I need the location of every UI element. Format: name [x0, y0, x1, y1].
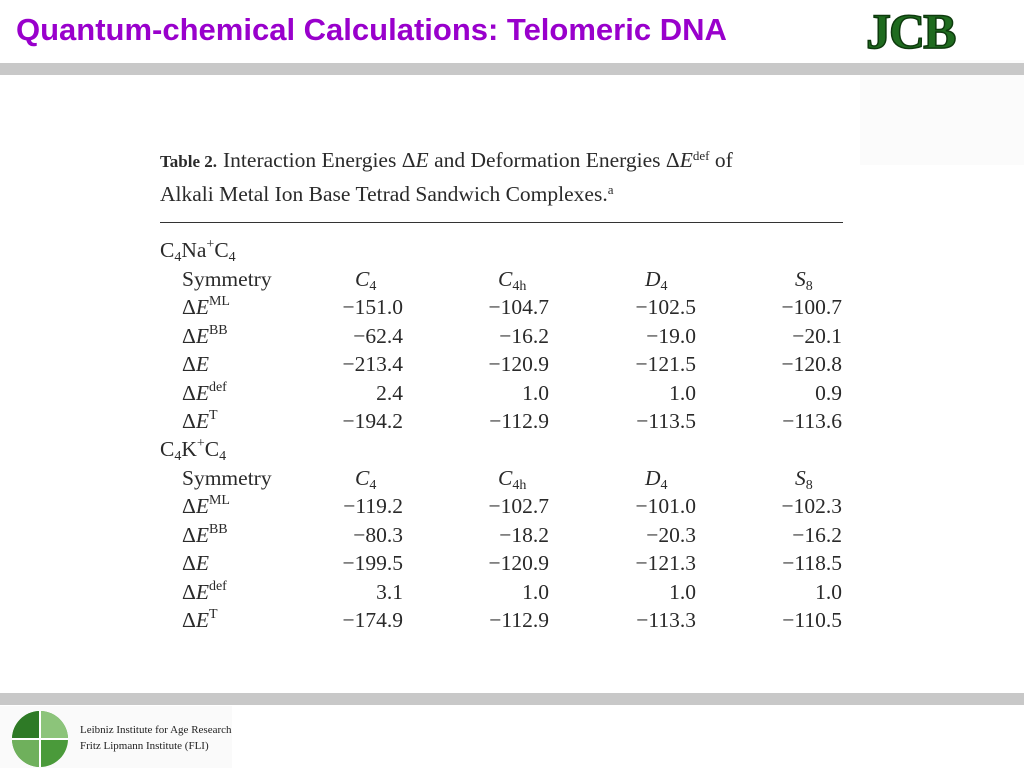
table-cell-value: −112.9	[489, 409, 549, 433]
symmetry-main: S	[795, 465, 806, 490]
footer-divider-bar	[0, 693, 1024, 705]
logo-background	[860, 60, 1024, 165]
table-row	[0, 352, 1024, 380]
footer-institute-subname: Fritz Lipmann Institute (FLI)	[80, 740, 209, 752]
table-cell-value: 0.9	[815, 380, 842, 405]
table-cell-value: 1.0	[522, 380, 549, 405]
energy-delta: Δ	[182, 352, 196, 376]
table-row	[0, 381, 1024, 409]
footer-institute-name: Leibniz Institute for Age Research	[80, 724, 232, 736]
table-cell-value: −194.2	[342, 409, 403, 433]
symmetry-row	[0, 466, 1024, 494]
energy-e: E	[195, 352, 209, 376]
symmetry-column-header	[645, 466, 668, 491]
table-cell-value: −101.0	[635, 494, 696, 518]
table-cell-value: 2.4	[376, 380, 403, 405]
jcb-logo-text: JCB	[866, 4, 955, 56]
energy-delta: Δ	[182, 380, 196, 405]
symmetry-column-header	[795, 466, 813, 491]
table-cell-value: 1.0	[669, 380, 696, 405]
symmetry-sub: 4	[660, 477, 668, 493]
table-cell-value: 1.0	[522, 579, 549, 604]
caption-e: E	[415, 148, 429, 172]
energy-label	[182, 295, 230, 320]
table-cell-value: −112.9	[489, 608, 549, 632]
energy-delta: Δ	[182, 323, 196, 348]
slide-title: Quantum-chemical Calculations: Telomeric DNA	[16, 12, 727, 47]
table-row	[0, 324, 1024, 352]
symmetry-sub: 4	[369, 278, 377, 294]
header-divider-bar	[0, 63, 1024, 75]
energy-label	[182, 523, 228, 548]
energy-delta: Δ	[182, 608, 196, 632]
table-cell-value: 1.0	[815, 579, 842, 604]
table-cell-value: −110.5	[782, 608, 842, 632]
caption-def-sup: def	[692, 148, 710, 163]
complex-name-part: C	[214, 238, 229, 262]
table-cell-value: −16.2	[792, 522, 842, 547]
energy-e: E	[195, 323, 209, 348]
symmetry-label: Symmetry	[182, 266, 272, 291]
symmetry-main: C	[498, 465, 513, 490]
energy-delta: Δ	[182, 409, 196, 433]
table-cell-value: −120.9	[488, 551, 549, 575]
table-cell-value: −174.9	[342, 608, 403, 632]
energy-delta: Δ	[182, 551, 196, 575]
symmetry-main: C	[355, 465, 370, 490]
table-row	[0, 608, 1024, 636]
symmetry-main: C	[498, 266, 513, 291]
symmetry-main: D	[645, 465, 661, 490]
complex-name-part: C	[160, 437, 175, 461]
table-cell-value: −113.5	[636, 409, 696, 433]
energy-label	[182, 381, 227, 406]
table-cell-value: −18.2	[499, 522, 549, 547]
energy-label	[182, 409, 218, 434]
energy-delta: Δ	[182, 522, 196, 547]
symmetry-main: D	[645, 266, 661, 291]
complex-name-part: +	[196, 436, 205, 451]
table-row	[0, 494, 1024, 522]
complex-name	[160, 437, 226, 462]
table-cell-value: −102.3	[781, 494, 842, 518]
table-cell-value: −104.7	[488, 295, 549, 319]
table-cell-value: −19.0	[646, 323, 696, 348]
caption-text-line2: Alkali Metal Ion Base Tetrad Sandwich Complexes.	[160, 182, 608, 206]
symmetry-sub: 4	[369, 477, 377, 493]
energy-superscript: ML	[208, 493, 230, 508]
energy-superscript: ML	[208, 294, 230, 309]
symmetry-column-header	[645, 267, 668, 292]
table-label: Table 2.	[160, 152, 218, 171]
complex-name-part: 4	[174, 449, 182, 464]
symmetry-main: C	[355, 266, 370, 291]
table-cell-value: −119.2	[343, 494, 403, 518]
energy-e: E	[195, 579, 209, 604]
table-cell-value: −213.4	[342, 352, 403, 376]
symmetry-sub: 4h	[512, 477, 527, 493]
caption-text-2: and Deformation Energies Δ	[428, 148, 680, 172]
table-caption	[160, 144, 850, 211]
energy-superscript: BB	[208, 521, 228, 537]
table-cell-value: −113.3	[636, 608, 696, 632]
table-cell-value: −113.6	[782, 409, 842, 433]
table-cell-value: −80.3	[353, 522, 403, 547]
symmetry-sub: 4h	[512, 278, 527, 294]
table-row	[0, 523, 1024, 551]
energy-e: E	[195, 494, 209, 518]
symmetry-row	[0, 267, 1024, 295]
symmetry-column-header	[498, 267, 526, 292]
complex-name-part: 4	[228, 250, 236, 265]
complex-name-part: Na	[181, 238, 207, 262]
energy-label	[182, 494, 230, 519]
energy-label	[182, 608, 218, 633]
caption-line-1	[160, 144, 850, 178]
group-header-row	[0, 238, 1024, 266]
table-cell-value: −118.5	[782, 551, 842, 575]
table-cell-value: 1.0	[669, 579, 696, 604]
table-row	[0, 551, 1024, 579]
symmetry-column-header	[795, 267, 813, 292]
table-cell-value: −121.5	[635, 352, 696, 376]
table-cell-value: −100.7	[781, 295, 842, 319]
symmetry-column-header	[498, 466, 526, 491]
energy-superscript: T	[208, 408, 218, 423]
complex-name-part: 4	[219, 449, 227, 464]
table-top-rule	[160, 222, 843, 223]
complex-name-part: K	[181, 437, 197, 461]
fli-leaf-icon	[10, 709, 70, 769]
energy-delta: Δ	[182, 494, 196, 518]
symmetry-sub: 8	[805, 278, 813, 294]
energy-label	[182, 324, 228, 349]
energy-superscript: def	[208, 379, 227, 395]
symmetry-label: Symmetry	[182, 465, 272, 490]
energy-e: E	[195, 380, 209, 405]
complex-name-part: C	[160, 238, 175, 262]
symmetry-column-header	[355, 466, 376, 491]
energy-superscript: T	[208, 607, 218, 622]
symmetry-column-header	[355, 267, 376, 292]
energy-label	[182, 580, 227, 605]
table-cell-value: −20.3	[646, 522, 696, 547]
energy-superscript: BB	[208, 322, 228, 338]
energy-e: E	[195, 608, 209, 632]
energy-e: E	[195, 409, 209, 433]
energy-delta: Δ	[182, 579, 196, 604]
symmetry-sub: 4	[660, 278, 668, 294]
caption-line-2	[160, 178, 850, 211]
table-cell-value: −20.1	[792, 323, 842, 348]
table-cell-value: −16.2	[499, 323, 549, 348]
table-row	[0, 409, 1024, 437]
symmetry-sub: 8	[805, 477, 813, 493]
table-cell-value: −62.4	[353, 323, 403, 348]
table-cell-value: −120.9	[488, 352, 549, 376]
energy-e: E	[195, 551, 209, 575]
complex-name-part: C	[204, 437, 220, 461]
caption-footnote: a	[607, 182, 614, 197]
table-cell-value: −102.5	[635, 295, 696, 319]
table-cell-value: −151.0	[342, 295, 403, 319]
energy-superscript: def	[208, 578, 227, 594]
table-cell-value: −120.8	[781, 352, 842, 376]
group-header-row	[0, 437, 1024, 465]
caption-text-1: Interaction Energies Δ	[223, 148, 416, 172]
jcb-logo	[866, 4, 1010, 56]
table-cell-value: 3.1	[376, 579, 403, 604]
symmetry-main: S	[795, 266, 806, 291]
complex-name-part: +	[206, 237, 215, 252]
caption-e2: E	[679, 148, 693, 172]
table-cell-value: −199.5	[342, 551, 403, 575]
table-row	[0, 295, 1024, 323]
table-row	[0, 580, 1024, 608]
table-cell-value: −102.7	[488, 494, 549, 518]
energy-label	[182, 352, 209, 377]
table-cell-value: −121.3	[635, 551, 696, 575]
energy-delta: Δ	[182, 295, 196, 319]
caption-text-3: of	[709, 148, 733, 172]
complex-name-part: 4	[174, 250, 182, 265]
complex-name	[160, 238, 236, 263]
energy-e: E	[195, 522, 209, 547]
energy-e: E	[195, 295, 209, 319]
energy-label	[182, 551, 209, 576]
